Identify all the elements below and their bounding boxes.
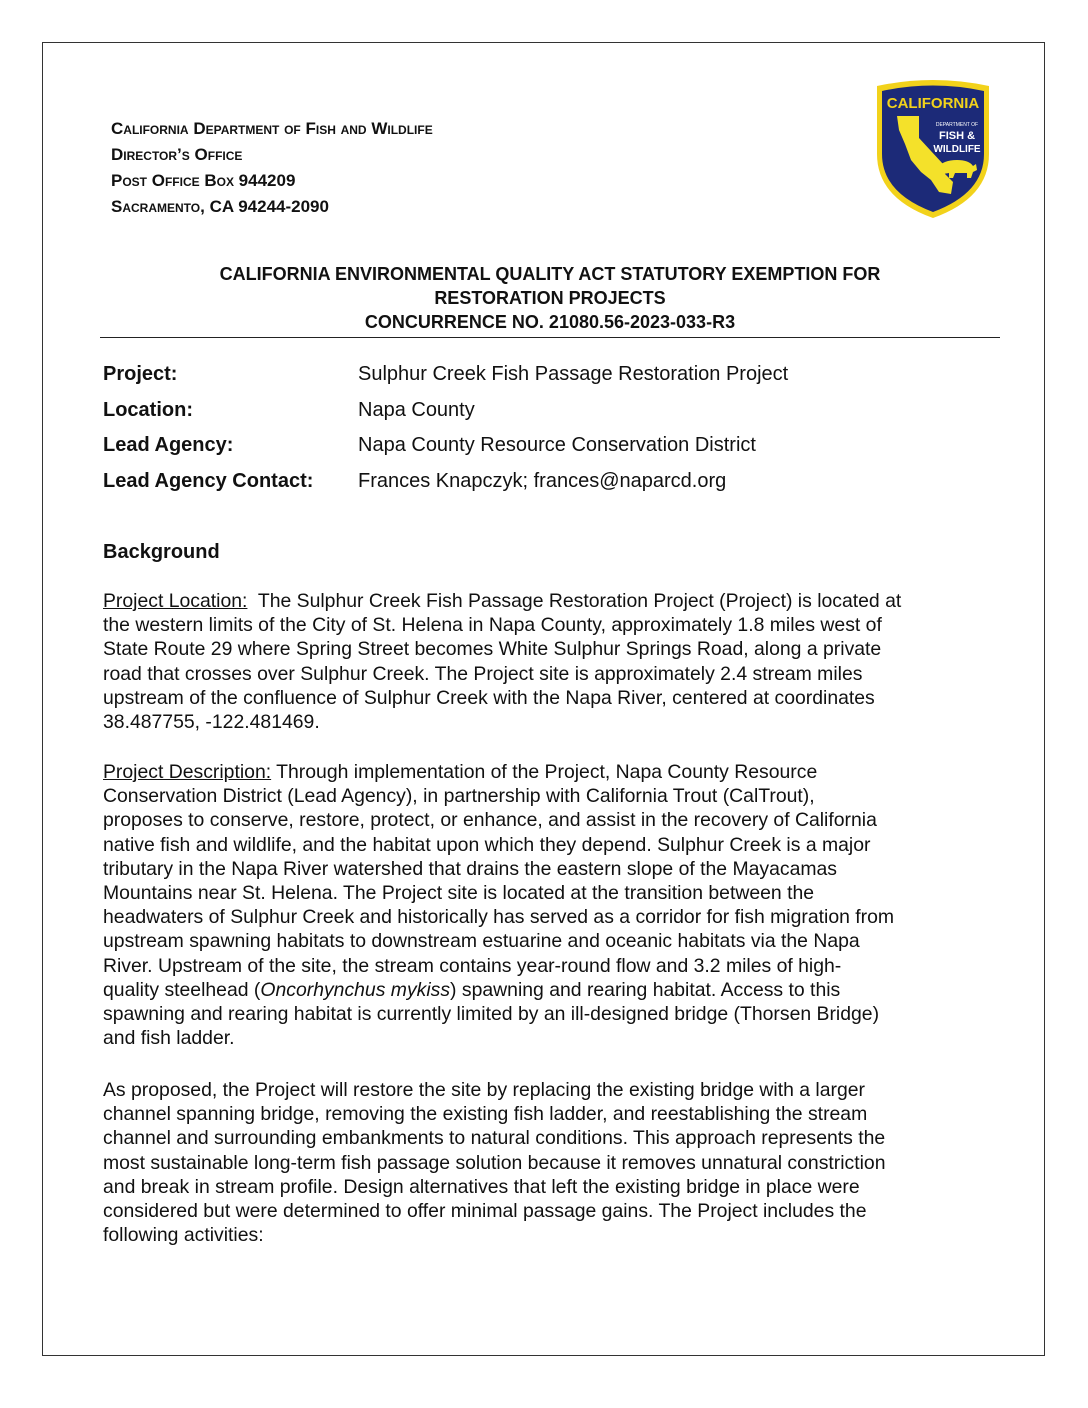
field-row-lead-agency (103, 432, 788, 468)
paragraph-line: and break in stream profile. Design alternatives that left the existing bridge in place were (103, 1175, 860, 1198)
paragraph-line: upstream spawning habitats to downstream estuarine and oceanic habitats via the Napa (103, 930, 860, 953)
paragraph-text: quality steelhead ( (103, 978, 261, 1001)
paragraph-line: most sustainable long-term fish passage solution because it removes unnatural constriction (103, 1151, 886, 1174)
paragraph-line: road that crosses over Sulphur Creek. The Project site is approximately 2.4 stream miles (103, 662, 863, 685)
paragraph-line: and fish ladder. (103, 1027, 235, 1050)
paragraph-line: native fish and wildlife, and the habitat upon which they depend. Sulphur Creek is a major (103, 833, 871, 856)
field-row-project (103, 361, 788, 397)
project-location-label: Project Location: (103, 590, 248, 612)
svg-text:FISH &: FISH & (938, 130, 976, 142)
paragraph-line: The Sulphur Creek Fish Passage Restoration Project (Project) is located at (247, 590, 902, 612)
field-value: Napa County (358, 398, 475, 421)
paragraph-line: State Route 29 where Spring Street becomes White Sulphur Springs Road, along a private (103, 638, 882, 661)
title-divider (100, 337, 1000, 338)
paragraph-line: River. Upstream of the site, the stream contains year-round flow and 3.2 miles of high- (103, 954, 842, 977)
paragraph-line: channel spanning bridge, removing the existing fish ladder, and reestablishing the stream (103, 1103, 868, 1126)
field-value: Frances Knapczyk; frances@naparcd.org (358, 469, 727, 492)
concurrence-number: CONCURRENCE NO. 21080.56-2023-033-R3 (364, 312, 736, 332)
field-value: Napa County Resource Conservation District (358, 434, 756, 456)
paragraph-line: Conservation District (Lead Agency), in partnership with California Trout (CalTrout), (103, 785, 815, 808)
paragraph-line: headwaters of Sulphur Creek and historically has served as a corridor for fish migration from (103, 906, 895, 929)
paragraph-line: following activities: (103, 1224, 264, 1247)
project-location-paragraph (103, 589, 993, 734)
address-line: California Department of Fish and Wildlife (111, 119, 433, 138)
paragraph-line: As proposed, the Project will restore the site by replacing the existing bridge with a larger (103, 1079, 866, 1101)
paragraph-line: upstream of the confluence of Sulphur Creek with the Napa River, centered at coordinates (103, 686, 875, 709)
species-name: Oncorhynchus mykiss (260, 978, 451, 1001)
section-heading-background: Background (103, 541, 220, 563)
address-line: Director’s Office (111, 145, 243, 164)
paragraph-line: Through implementation of the Project, Napa County Resource (271, 761, 818, 783)
address-line: Sacramento, CA 94244-2090 (111, 197, 329, 216)
address-line: Post Office Box 944209 (111, 171, 296, 190)
field-label: Project: (103, 363, 178, 385)
svg-text:WILDLIFE: WILDLIFE (933, 144, 981, 155)
project-description-label: Project Description: (103, 761, 272, 783)
field-row-lead-agency-contact (103, 468, 788, 504)
paragraph-line: the western limits of the City of St. Helena in Napa County, approximately 1.8 miles west of (103, 614, 882, 637)
title-line: RESTORATION PROJECTS (434, 288, 666, 308)
svg-text:CALIFORNIA: CALIFORNIA (886, 95, 980, 112)
cdfw-shield-logo-icon (873, 80, 993, 220)
title-line: CALIFORNIA ENVIRONMENTAL QUALITY ACT STATUTORY EXEMPTION FOR (219, 264, 881, 284)
paragraph-line: tributary in the Napa River watershed that drains the eastern slope of the Mayacamas (103, 857, 837, 880)
paragraph-line: spawning and rearing habitat is currently limited by an ill-designed bridge (Thorsen Bridge) (103, 1003, 880, 1026)
paragraph-line: proposes to conserve, restore, protect, or enhance, and assist in the recovery of California (103, 809, 877, 832)
field-row-location (103, 397, 788, 433)
proposed-paragraph (103, 1078, 993, 1247)
address-block (111, 116, 433, 220)
document-title (100, 262, 1000, 334)
paragraph-line: considered but were determined to offer minimal passage gains. The Project includes the (103, 1200, 867, 1223)
project-description-paragraph (103, 760, 993, 1050)
paragraph-line: channel and surrounding embankments to natural conditions. This approach represents the (103, 1127, 886, 1150)
svg-text:DEPARTMENT OF: DEPARTMENT OF (935, 122, 979, 128)
field-value: Sulphur Creek Fish Passage Restoration Project (358, 363, 789, 385)
field-label: Location: (103, 398, 193, 421)
paragraph-line: 38.487755, -122.481469. (103, 711, 320, 734)
field-label: Lead Agency: (103, 434, 234, 456)
paragraph-text: ) spawning and rearing habitat. Access to this (450, 978, 841, 1001)
paragraph-line: Mountains near St. Helena. The Project site is located at the transition between the (103, 882, 815, 905)
project-fields (103, 361, 788, 503)
field-label: Lead Agency Contact: (103, 469, 314, 492)
